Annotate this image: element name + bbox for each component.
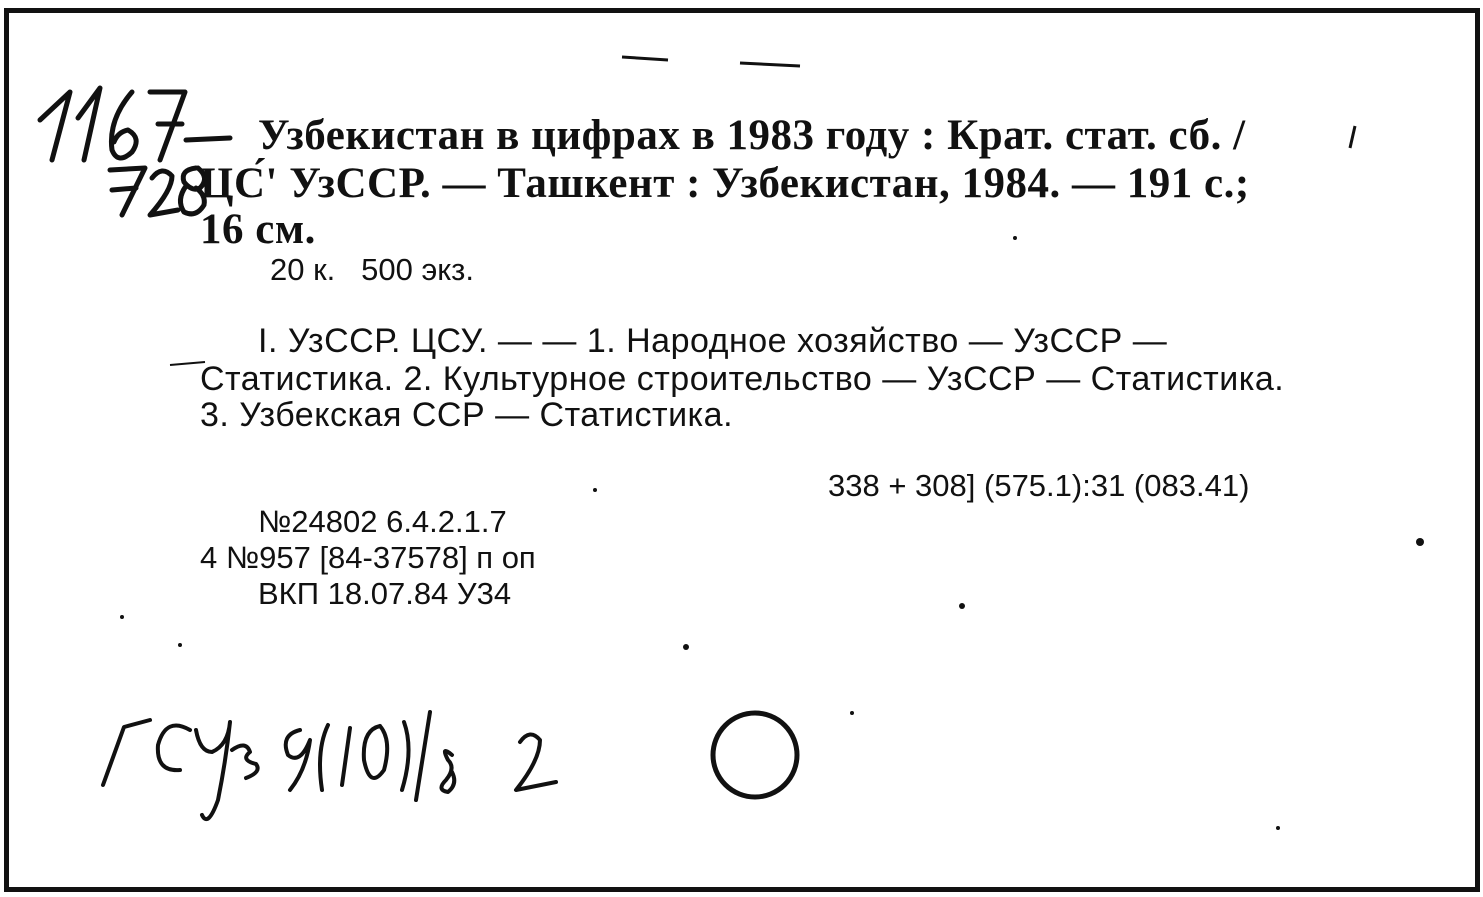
subjects-line-2: Статистика. 2. Культурное строительство — УзССР — Статистика. bbox=[200, 360, 1285, 398]
record-number: №24802 6.4.2.1.7 bbox=[258, 504, 507, 539]
subjects-line-1: I. УзССР. ЦСУ. — — 1. Народное хозяйство — УзССР — bbox=[258, 322, 1168, 360]
subjects-line-3: 3. Узбекская ССР — Статистика. bbox=[200, 396, 734, 434]
title-line-2: ЦС́' УзССР. — Ташкент : Узбекистан, 1984. — 191 с.; bbox=[200, 160, 1250, 207]
title-line-3: 16 см. bbox=[200, 206, 316, 253]
order-line: 4 №957 [84-37578] п оп bbox=[200, 540, 536, 575]
vkp-line: ВКП 18.07.84 У34 bbox=[258, 576, 512, 611]
title-line-1: Узбекистан в цифрах в 1983 году : Крат. стат. сб. / bbox=[258, 112, 1246, 159]
classification-code: 338 + 308] (575.1):31 (083.41) bbox=[828, 468, 1250, 503]
price-line: 20 к. 500 экз. bbox=[270, 252, 474, 287]
